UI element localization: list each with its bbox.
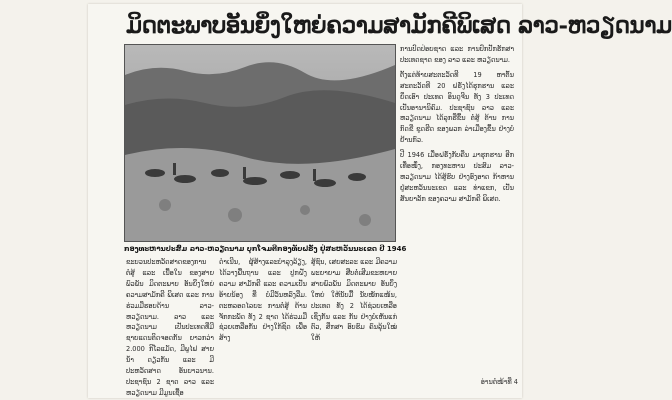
- headline: ມິດຕະພາບອັນຍິ່ງໃຫຍ່ຄວາມສາມັກຄີພິເສດ ລາວ-ຫວຽດນາມ: [126, 12, 672, 39]
- historical-photo: [124, 44, 396, 242]
- text-column-4: [400, 44, 514, 374]
- paragraph: ປີ 1946 ເມື່ອຝຣັ່ງກັບຄືນ ມາຮຸກຮານ ອີກເທື່ອໜຶ່ງ, ກອງທະຫານ ປະສົມ ລາວ-ຫວຽດນາມ ໄດ້ສູ້ຮົບ ຢ່າງອົງອາດ ກ້າຫານ ຢູ່ສະຫວັນນະເຂດ ແລະ ທ່າແຂກ, ເປັນສັນຍາລັກ ຂອງຄວາມ ສາມັກຄີ ພິເສດ.: [400, 151, 514, 203]
- photo-caption: ກອງທະຫານປະສົມ ລາວ-ຫວຽດນາມ ບຸກໂຈມຕີກອງທັບຝຣັ່ງ ຢູ່ສະຫວັນນະເຂດ ປີ 1946: [124, 245, 407, 253]
- text-column-1: ຂະບວນປະຫວັດສາດຂອງການຕໍ່ສູ້ ແລະ ເນື້ອໃນ ຂອງສາຍພົວພັນ ມິດຕະພາບ ອັນຍິ່ງໃຫຍ່ ຄວາມສາມັກຄີ ພິເສດ ແລະ ການຮ່ວມມືຮອບດ້ານ ລາວ-ຫວຽດນາມ. ລາວ ແລະ ຫວຽດນາມ ເປັນປະເທດທີ່ມີຊາຍແດນຕິດຈອດກັນ ຍາວກວ່າ 2.000 ກິໂລແມັດ, ມີພູໄຟ ສາຍນ້ຳ ດຽວກັນ ແລະ ມີປະຫວັດສາດ ອັນຍາວນານ. ປະຊາຊົນ 2 ຊາດ ລາວ ແລະ ຫວຽດນາມ ມີມູນເຊື້ອ: [126, 258, 214, 397]
- text-column-2: ດຳເນີນ, ຜູ້ສ້າງແລະບຳລຸງລ້ຽງ, ໄດ້ວາງພື້ນຖານ ແລະ ປູກຝັງຄວາມ ສາມັກຄີ ແລະ ຄວາມເປັນອ້າຍນ້ອງ ທີ່ ບໍ່ມີວັນຫລົງລືມ. ຕະຫລອດໄລຍະ ການຕໍ່ສູ້ ຕ້ານຈັກກະພັດ ທັງ 2 ຊາດ ໄດ້ຮ່ວມມື ຊ່ວຍເຫລືອກັນ ຢ່າງໃກ້ຊິດ ເພື່ອສ້າງ: [219, 258, 307, 343]
- text-column-3: ສູ້ຊົນ, ເສຍສະລະ ແລະ ມີຄວາມພະຍາຍາມ ສືບຕໍ່ເສີມຂະຫຍາຍ ສາຍພົວພັນ ມິດຕະພາບ ອັນຍິ່ງໃຫຍ່ ໃຫ້ນັບມື້ ນັບໜັກແໜ້ນ, ປະເທດ ທັງ 2 ໄດ້ຊ່ວຍເຫລືອ ເຊິ່ງກັນ ແລະ ກັນ ຢ່າງບໍ່ເຫັນແກ່ຕົວ, ສຶກສາ ອົບຮົມ ຄົນລຸ້ນໃໝ່ ໃຫ້: [311, 258, 397, 343]
- paragraph: ການປົດປ່ອຍຊາດ ແລະ ການປົກປັກຮັກສາ ປະເທດຊາດ ຂອງ ລາວ ແລະ ຫວຽດນາມ.: [400, 45, 514, 64]
- continued-note: ອ່ານຕໍ່ໜ້າທີ່ 4: [480, 378, 518, 386]
- paragraph: ຕັ້ງແຕ່ທ້າຍສະຕະວັດທີ 19 ຫາຕົ້ນສະຕະວັດທີ 20 ຝຣັ່ງໄດ້ຮຸກຮານ ແລະ ຍຶດເອົາ ປະເທດ ອິນດູຈີນ ທັງ 3 ປະເທດ ເປັນອານານິຄົມ. ປະຊາຊົນ ລາວ ແລະ ຫວຽດນາມ ໄດ້ລຸກຮືຂຶ້ນ ຕໍ່ສູ້ ຕ້ານ ການກົດຂີ່ ຂູດຮີດ ຂອງພວກ ລ່າເມືອງຂຶ້ນ ຢ່າງບໍ່ຢ້ານກົວ.: [400, 70, 514, 145]
